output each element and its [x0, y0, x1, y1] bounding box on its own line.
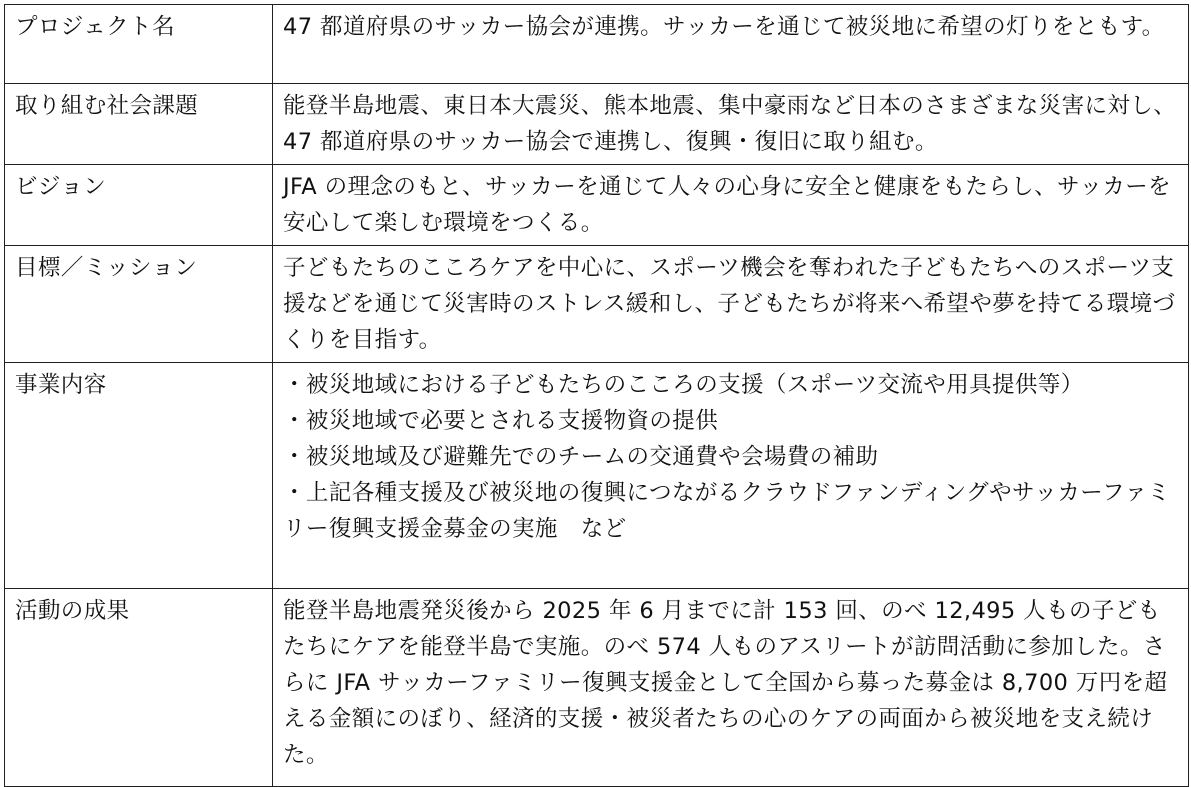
list-item: ・被災地域で必要とされる支援物資の提供	[283, 408, 719, 434]
list-item: ・被災地域及び避難先でのチームの交通費や会場費の補助	[283, 444, 879, 470]
table-row-vision	[5, 165, 1189, 246]
row-value: 47 都道府県のサッカー協会が連携。サッカーを通じて被災地に希望の灯りをともす。	[273, 5, 1189, 84]
table-row-social-issue	[5, 84, 1189, 165]
list-item: ・上記各種支援及び被災地の復興につながるクラウドファンディングやサッカーファミリー復興支援金募金の実施 など	[283, 480, 1171, 542]
row-value: 能登半島地震発災後から 2025 年 6 月までに計 153 回、のべ 12,495 人もの子どもたちにケアを能登半島で実施。のべ 574 人ものアスリートが訪問活動に参加した。さらに JFA サッカーファミリー復興支援金として全国から募った募金は 8,700 万円を超える金額にのぼり、経済的支援・被災者たちの心のケアの両面から被災地を支え続けた。	[273, 589, 1189, 787]
list-item: ・被災地域における子どもたちのこころの支援（スポーツ交流や用具提供等）	[283, 372, 1084, 398]
project-summary-table	[4, 4, 1189, 787]
row-label: ビジョン	[5, 165, 273, 246]
row-value-list	[273, 363, 1189, 589]
table-row-project-name	[5, 5, 1189, 84]
row-value: JFA の理念のもと、サッカーを通じて人々の心身に安全と健康をもたらし、サッカーを安心して楽しむ環境をつくる。	[273, 165, 1189, 246]
table-row-business-content	[5, 363, 1189, 589]
row-label: プロジェクト名	[5, 5, 273, 84]
table-row-goal-mission	[5, 246, 1189, 363]
row-label: 事業内容	[5, 363, 273, 589]
row-label: 活動の成果	[5, 589, 273, 787]
row-value: 能登半島地震、東日本大震災、熊本地震、集中豪雨など日本のさまざまな災害に対し、47 都道府県のサッカー協会で連携し、復興・復旧に取り組む。	[273, 84, 1189, 165]
row-label: 取り組む社会課題	[5, 84, 273, 165]
table-row-activity-results	[5, 589, 1189, 787]
row-value: 子どもたちのこころケアを中心に、スポーツ機会を奪われた子どもたちへのスポーツ支援などを通じて災害時のストレス緩和し、子どもたちが将来へ希望や夢を持てる環境づくりを目指す。	[273, 246, 1189, 363]
row-label: 目標／ミッション	[5, 246, 273, 363]
